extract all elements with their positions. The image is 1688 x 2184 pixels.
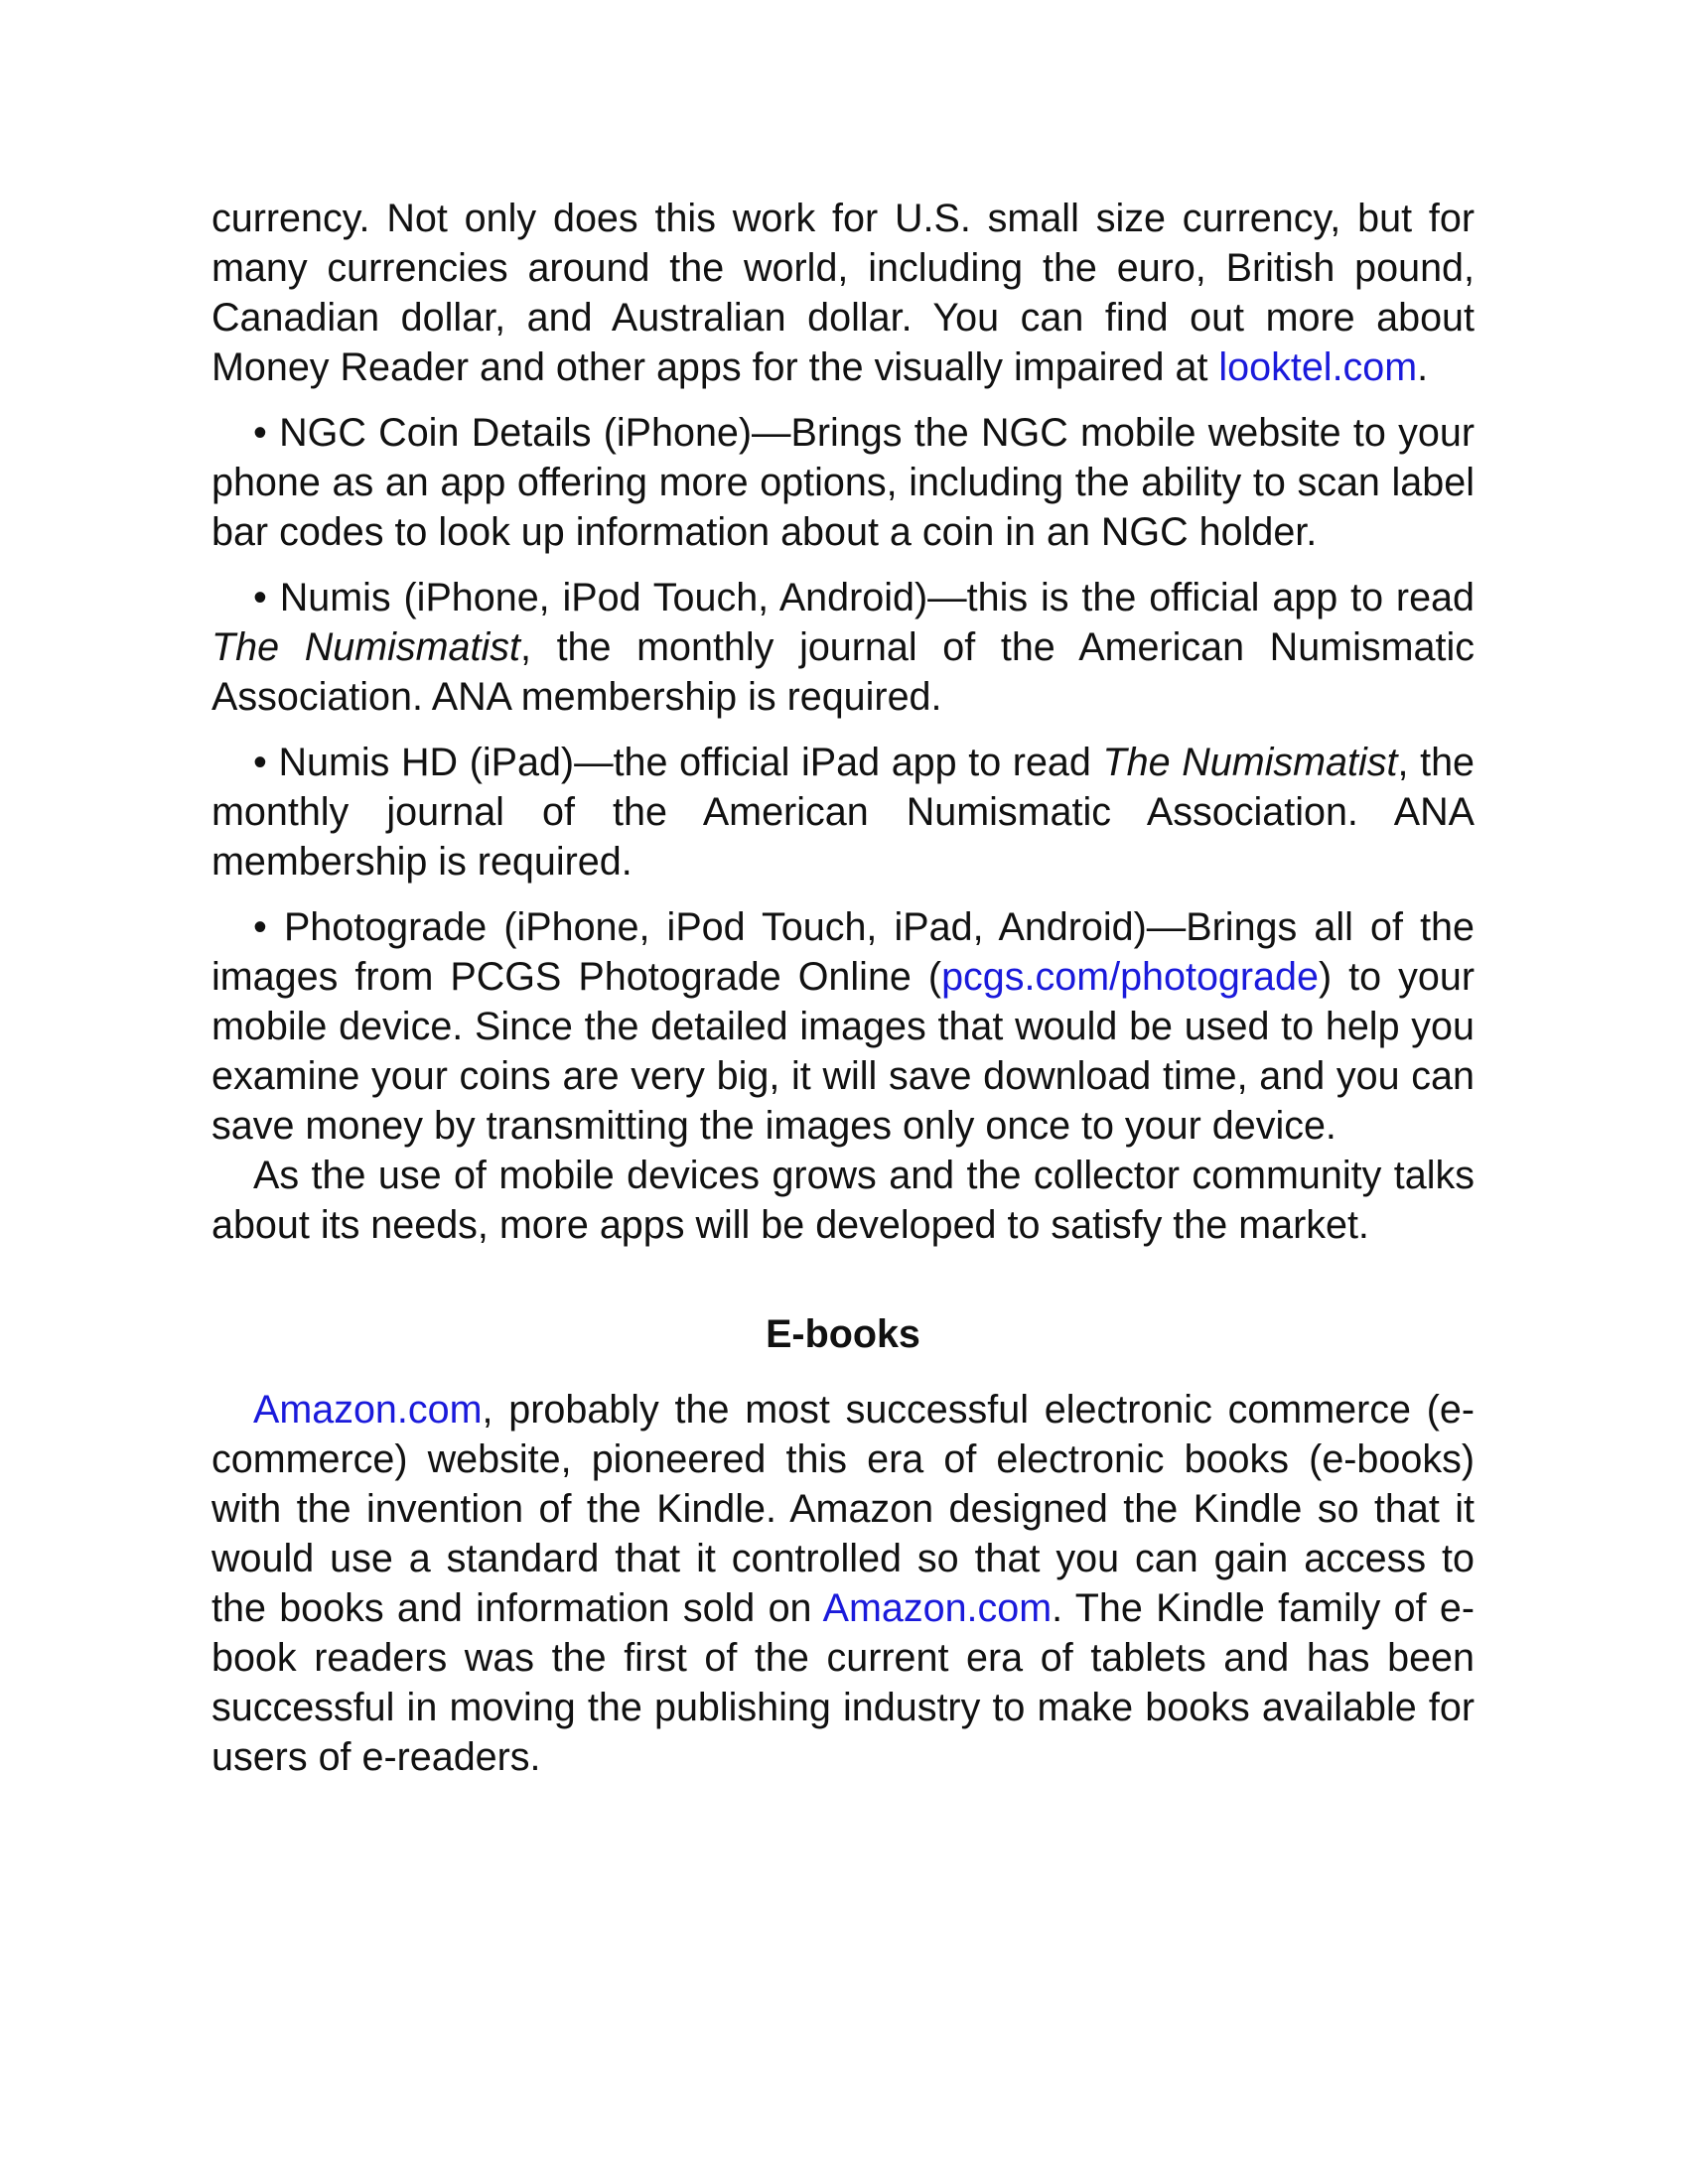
paragraph-text: • Photograde (iPhone, iPod Touch, iPad, Android)—Brings all of the images from PCGS Photograde Online (: [211, 905, 1475, 999]
paragraph-text: ) to your mobile device. Since the detailed images that would be used to help you examine your coins are very big, it will save download time, and you can save money by transmitting the images only once to your device.: [211, 955, 1475, 1148]
looktel-link[interactable]: looktel.com: [1218, 345, 1418, 389]
paragraph-money-reader: [211, 194, 1475, 392]
amazon-link[interactable]: Amazon.com: [822, 1586, 1053, 1630]
document-page: [211, 194, 1475, 1798]
paragraph-text: As the use of mobile devices grows and the collector community talks about its needs, more apps will be developed to satisfy the market.: [211, 1154, 1475, 1247]
paragraph-text: , the monthly journal of the American Numismatic Association. ANA membership is required.: [211, 741, 1476, 884]
paragraph-mobile-devices: [211, 1151, 1475, 1250]
list-item-ngc-coin-details: [211, 408, 1475, 557]
paragraph-text: .: [1417, 345, 1429, 389]
amazon-link[interactable]: Amazon.com: [253, 1388, 483, 1432]
paragraph-text: , probably the most successful electronic commerce (e-commerce) website, pioneered this era of electronic books (e-books) with the invention of the Kindle. Amazon designed the Kindle so that it would use a standard that it controlled so that you can gain access to the books and information sold on: [211, 1388, 1475, 1630]
paragraph-text: , the monthly journal of the American Numismatic Association. ANA membership is required.: [211, 625, 1475, 719]
list-item-numis: [211, 573, 1475, 722]
journal-title: The Numismatist: [1102, 741, 1398, 784]
section-heading: E-books: [766, 1312, 920, 1356]
paragraph-text: . The Kindle family of e-book readers was the first of the current era of tablets and has been successful in moving the publishing industry to make books available for users of e-readers.: [211, 1586, 1475, 1779]
list-item-photograde: [211, 902, 1475, 1151]
paragraph-text: • Numis HD (iPad)—the official iPad app to read: [253, 741, 1103, 784]
pcgs-photograde-link[interactable]: pcgs.com/photograde: [941, 955, 1319, 999]
paragraph-text: • Numis (iPhone, iPod Touch, Android)—this is the official app to read: [253, 576, 1475, 619]
paragraph-ebooks: [211, 1385, 1475, 1782]
list-item-numis-hd: [211, 738, 1475, 887]
journal-title: The Numismatist: [211, 625, 520, 669]
paragraph-text: currency. Not only does this work for U.S. small size currency, but for many currencies around the world, including the euro, British pound, Canadian dollar, and Australian dollar. You can find out more about Money Reader and other apps for the visually impaired at: [211, 197, 1475, 389]
paragraph-text: • NGC Coin Details (iPhone)—Brings the NGC mobile website to your phone as an app offering more options, including the ability to scan label bar codes to look up information about a coin in an NGC holder.: [211, 411, 1475, 554]
